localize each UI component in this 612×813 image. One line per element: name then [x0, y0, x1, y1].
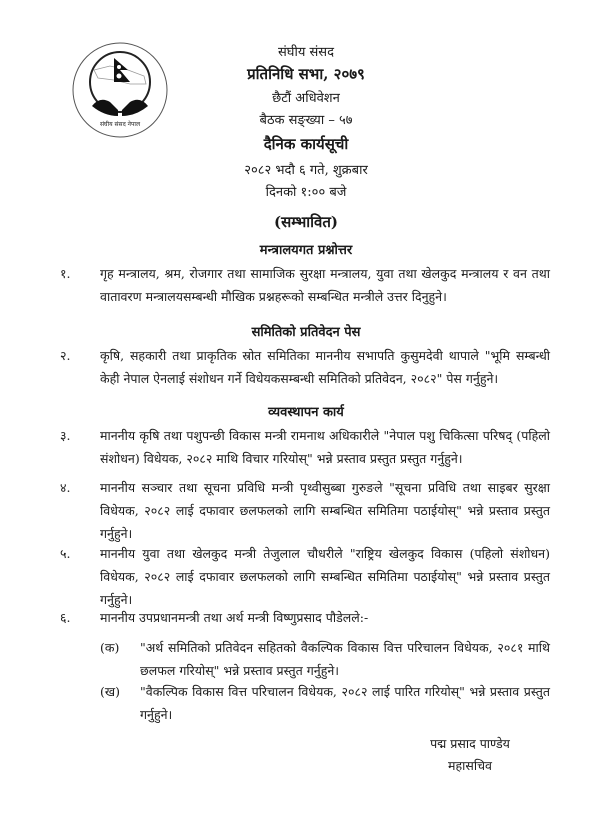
item-number: २. [60, 348, 71, 363]
agenda-item-1 [60, 262, 550, 308]
subitem-text: "वैकल्पिक विकास वित्त परिचालन विधेयक, २०८२ लाई पारित गरियोस्" भन्ने प्रस्ताव प्रस्तुत गर्नुहुने। [140, 684, 550, 722]
agenda-time: दिनको १:०० बजे [265, 185, 347, 200]
item-number: ५. [60, 546, 71, 561]
section-heading-committee-report: समितिको प्रतिवेदन पेस [251, 325, 361, 340]
agenda-item-2 [60, 344, 550, 390]
item-text: माननीय युवा तथा खेलकुद मन्त्री तेजुलाल चौधरीले "राष्ट्रिय खेलकुद विकास (पहिलो संशोधन) विधेयक, २०८२ लाई दफावार छलफलको लागि सम्बन्धित समितिमा पठाईयोस्" भन्ने प्रस्ताव प्रस्तुत गर्नुहुने। [100, 546, 550, 607]
agenda-subitem-kha [100, 680, 550, 726]
agenda-item-6 [60, 606, 550, 629]
subitem-number: (ख) [100, 684, 120, 699]
header-parliament: संघीय संसद [278, 45, 334, 60]
item-text: कृषि, सहकारी तथा प्राकृतिक स्रोत समितिका माननीय सभापति कुसुमदेवी थापाले "भूमि सम्बन्धी केही नेपाल ऐनलाई संशोधन गर्ने विधेयकसम्बन्धी समितिको प्रतिवेदन, २०८२" पेस गर्नुहुने। [100, 348, 550, 386]
section-heading-questions: मन्त्रालयगत प्रश्नोत्तर [259, 243, 353, 258]
agenda-title: दैनिक कार्यसूची [263, 135, 349, 153]
agenda-item-4 [60, 476, 550, 545]
signatory-name: पद्म प्रसाद पाण्डेय [430, 736, 510, 751]
item-text: माननीय सञ्चार तथा सूचना प्रविधि मन्त्री पृथ्वीसुब्बा गुरुङले "सूचना प्रविधि तथा साइबर सुरक्षा विधेयक, २०८२ लाई दफावार छलफलको लागि सम्बन्धित समितिमा पठाईयोस्" भन्ने प्रस्ताव प्रस्तुत गर्नुहुने। [100, 480, 550, 541]
header-meeting-number: बैठक सङ्ख्या – ५७ [259, 113, 353, 128]
agenda-date: २०८२ भदौ ६ गते, शुक्रबार [244, 163, 368, 178]
agenda-subitem-ka [100, 636, 550, 682]
item-number: ३. [60, 428, 71, 443]
signatory-title: महासचिव [448, 758, 492, 773]
header-session: छैटौं अधिवेशन [272, 91, 340, 106]
logo-caption: संघीय संसद नेपाल [99, 121, 141, 128]
header-title: प्रतिनिधि सभा, २०७९ [247, 65, 365, 83]
item-number: ४. [60, 480, 71, 495]
item-number: १. [60, 266, 71, 281]
subitem-text: "अर्थ समितिको प्रतिवेदन सहितको वैकल्पिक विकास वित्त परिचालन विधेयक, २०८१ माथि छलफल गरियोस्" भन्ने प्रस्ताव प्रस्तुत गर्नुहुने। [140, 640, 550, 678]
agenda-item-3 [60, 424, 550, 470]
item-text: माननीय उपप्रधानमन्त्री तथा अर्थ मन्त्री विष्णुप्रसाद पौडेलले:- [100, 610, 369, 625]
tentative-label: (सम्भावित) [273, 213, 339, 231]
agenda-item-5 [60, 542, 550, 611]
subitem-number: (क) [100, 640, 120, 655]
section-heading-legislative-business: व्यवस्थापन कार्य [268, 405, 344, 420]
item-text: माननीय कृषि तथा पशुपन्छी विकास मन्त्री रामनाथ अधिकारीले "नेपाल पशु चिकित्सा परिषद् (पहिलो संशोधन) विधेयक, २०८२ माथि विचार गरियोस्" भन्ने प्रस्ताव प्रस्तुत प्रस्तुत गर्नुहुने। [100, 428, 550, 466]
item-text: गृह मन्त्रालय, श्रम, रोजगार तथा सामाजिक सुरक्षा मन्त्रालय, युवा तथा खेलकुद मन्त्रालय र वन तथा वातावरण मन्त्रालयसम्बन्धी मौखिक प्रश्नहरूको सम्बन्धित मन्त्रीले उत्तर दिनुहुने। [100, 266, 550, 304]
item-number: ६. [60, 610, 71, 625]
